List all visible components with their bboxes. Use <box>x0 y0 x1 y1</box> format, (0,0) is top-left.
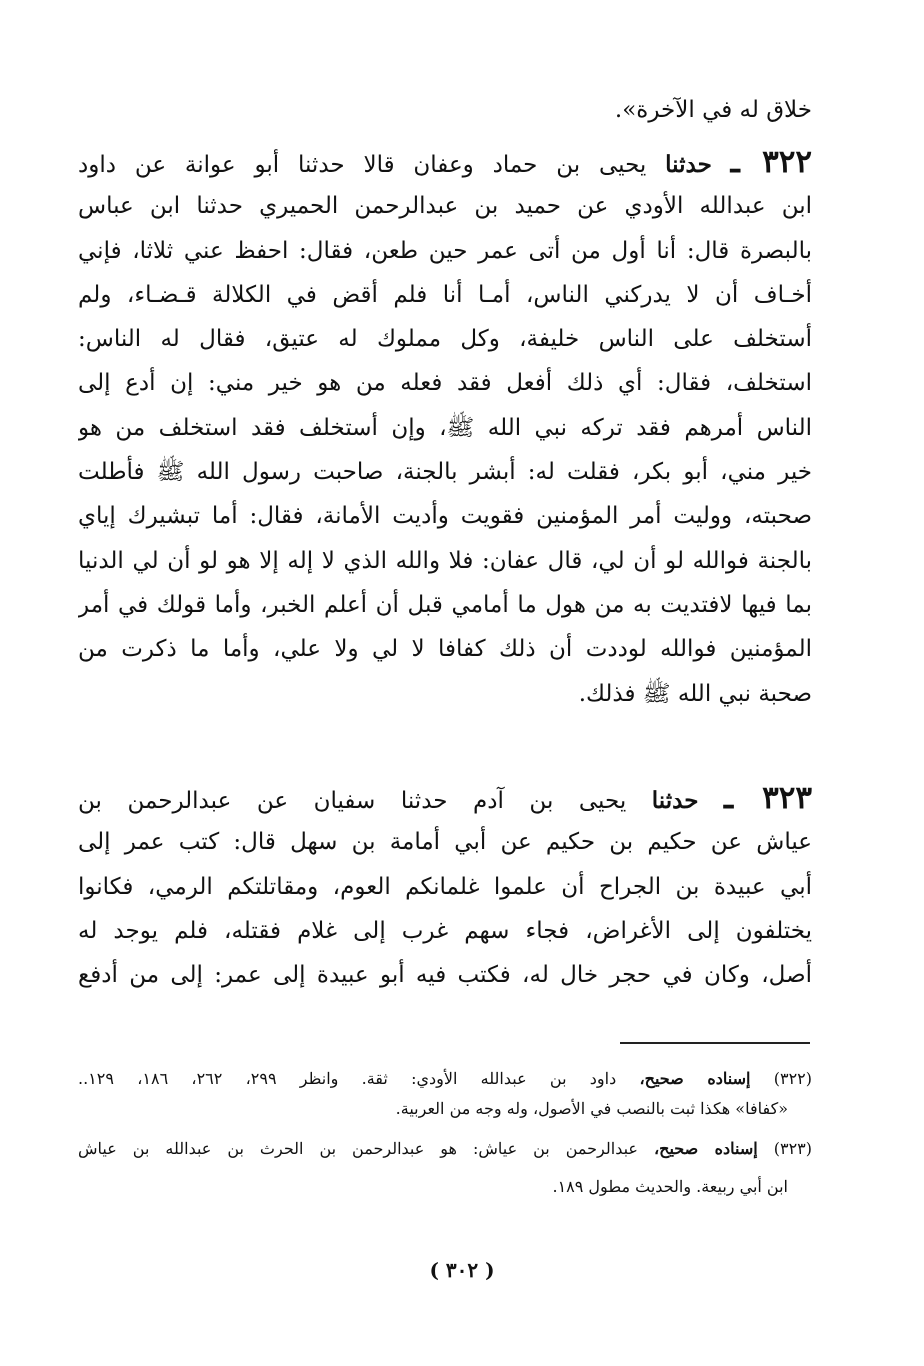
page-number: ( ٣٠٢ ) <box>429 1258 495 1282</box>
hadith-322-text-0: يحيى بن حماد وعفان قالا حدثنا أبو عوانة عن داود <box>78 152 647 178</box>
footnote-323-text: عبدالرحمن بن عياش: هو عبدالرحمن بن الحرث بن عبدالله بن عياش <box>78 1139 638 1158</box>
footnote-322-line-1 <box>78 1064 812 1094</box>
footnote-322-line-2: «كفافا» هكذا ثبت بالنصب في الأصول، وله وجه من العربية. <box>395 1099 788 1118</box>
footnote-322-keyword: إسناده صحيح، <box>639 1069 751 1088</box>
hadith-323-text-0: يحيى بن آدم حدثنا سفيان عن عبدالرحمن بن <box>78 788 627 814</box>
footnote-322-text: داود بن عبدالله الأودي: ثقة. وانظر ٢٩٩، ٢٦٢، ١٨٦، ١٢٩.. <box>78 1069 617 1088</box>
hadith-322-line-1 <box>78 140 812 184</box>
hadith-322-line: الناس أمرهم فقد تركه نبي الله ﷺ، وإن أستخلف فقد استخلف من هو <box>78 414 812 441</box>
hadith-322-line: استخلف، فقال: أي ذلك أفعل فقد فعله من هو خير مني: إن أدع إلى <box>78 370 812 397</box>
hadith-322-line: ابن عبدالله الأودي عن حميد بن عبدالرحمن الحميري حدثنا ابن عباس <box>78 193 812 220</box>
hadith-322 <box>78 140 812 716</box>
footnote-323-keyword: إسناده صحيح، <box>653 1139 758 1158</box>
hadith-322-line: بما فيها لافتديت به من هول ما أمامي قبل أن أعلم الخبر، وأما قولك في أمر <box>78 591 812 618</box>
footnote-323-ref: (٣٢٣) <box>773 1139 812 1158</box>
hadith-322-number: ٣٢٢ ـ <box>730 144 812 180</box>
continuation-line: خلاق له في الآخرة». <box>614 97 812 123</box>
footnote-322-ref: (٣٢٢) <box>773 1069 812 1088</box>
footnotes <box>78 1064 812 1202</box>
hadith-323-line: أبي عبيدة بن الجراح أن علموا غلمانكم العوم، ومقاتلتكم الرمي، فكانوا <box>78 873 812 900</box>
continuation-text <box>78 88 812 132</box>
footnote-separator <box>620 1042 810 1044</box>
hadith-323-line: عياش عن حكيم بن حكيم عن أبي أمامة بن سهل قال: كتب عمر إلى <box>78 829 812 856</box>
hadith-322-keyword: حدثنا <box>665 151 712 178</box>
hadith-322-line: أخـاف أن لا يدركني الناس، أمـا أنا فلم أقض في الكلالة قـضـاء، ولم <box>78 281 812 308</box>
hadith-323-number: ٣٢٣ ـ <box>723 780 812 816</box>
hadith-322-line: صحبة نبي الله ﷺ فذلك. <box>578 680 812 707</box>
hadith-323-keyword: حدثنا <box>651 787 699 814</box>
hadith-323 <box>78 776 812 997</box>
hadith-323-line: يختلفون إلى الأغراض، فجاء سهم غرب إلى غلام فقتله، فلم يوجد له <box>78 917 812 944</box>
hadith-322-line: بالجنة فوالله لو أن لي، قال عفان: فلا والله الذي لا إله إلا هو لو أن لي الدنيا <box>78 547 812 574</box>
hadith-323-line-1 <box>78 776 812 820</box>
footnote-323-line-1 <box>78 1134 812 1164</box>
hadith-323-line: أصل، وكان في حجر خال له، فكتب فيه أبو عبيدة إلى عمر: إلى من أدفع <box>78 962 812 989</box>
footnote-323-line-2: ابن أبي ربيعة. والحديث مطول ١٨٩. <box>552 1177 788 1196</box>
hadith-322-line: خير مني، أبو بكر، فقلت له: أبشر بالجنة، صاحبت رسول الله ﷺ فأطلت <box>78 459 812 486</box>
hadith-322-line: بالبصرة قال: أنا أول من أتى عمر حين طعن، فقال: احفظ عني ثلاثا، فإني <box>78 237 812 264</box>
hadith-322-line: المؤمنين فوالله لوددت أن ذلك كفافا لا لي ولا علي، وأما ما ذكرت من <box>78 636 812 663</box>
hadith-322-line: أستخلف على الناس خليفة، وكل مملوك له عتيق، فقال له الناس: <box>78 326 812 353</box>
hadith-322-line: صحبته، ووليت أمر المؤمنين فقويت وأديت الأمانة، فقال: أما تبشيرك إياي <box>78 503 812 530</box>
